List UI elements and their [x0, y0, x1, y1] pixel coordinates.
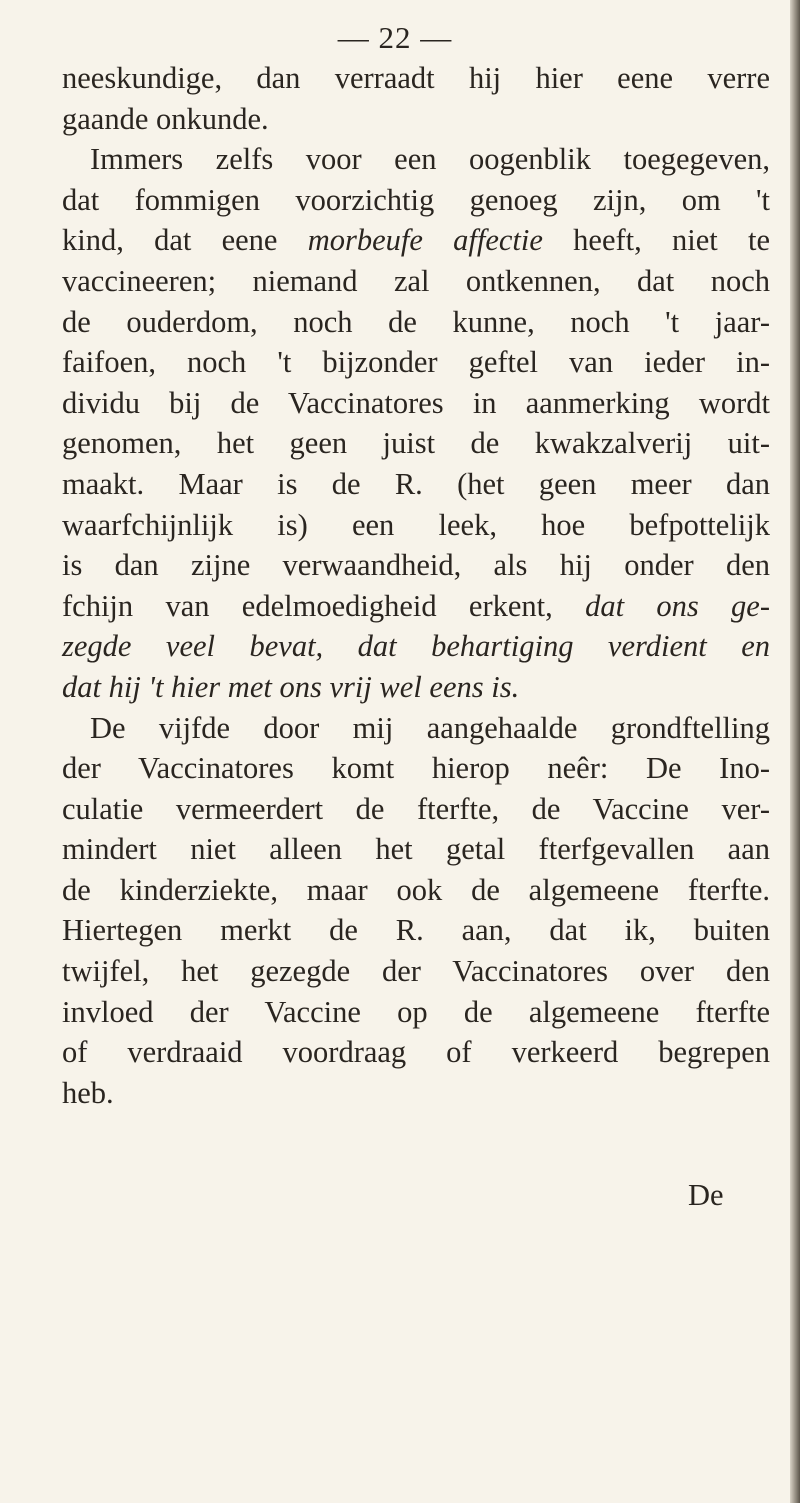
text-line: dividu bij de Vaccinatores in aanmerking wordt	[62, 385, 770, 420]
italic-text-segment: dat hij 't hier met ons vrij wel eens is.	[62, 669, 520, 704]
text-segment: fchijn van edelmoedigheid erkent,	[62, 588, 586, 623]
text-line: dat fommigen voorzichtig genoeg zijn, om 't	[62, 182, 770, 217]
text-line: genomen, het geen juist de kwakzalverij uit-	[62, 426, 770, 461]
text-line: Hiertegen merkt de R. aan, dat ik, buiten	[62, 913, 770, 948]
text-line: waarfchijnlijk is) een leek, hoe befpottelijk	[62, 507, 770, 542]
italic-text-segment: morbeufe affectie	[307, 223, 543, 258]
text-line	[62, 545, 770, 586]
text-segment: heeft, niet te	[542, 223, 770, 258]
italic-text-segment: zegde veel bevat, dat behartiging verdient en	[62, 629, 770, 664]
page-number: — 22 —	[337, 20, 453, 55]
page-edge-shadow	[790, 0, 800, 1503]
text-segment: kind, dat eene	[62, 223, 308, 258]
text-line: de ouderdom, noch de kunne, noch 't jaar-	[62, 304, 770, 339]
text-line: culatie vermeerdert de fterfte, de Vaccine ver-	[62, 791, 770, 826]
text-line: heb.	[62, 1075, 114, 1110]
text-line: de kinderziekte, maar ook de algemeene fterfte.	[62, 872, 770, 907]
text-line	[62, 626, 770, 667]
text-line: twijfel, het gezegde der Vaccinatores over den	[62, 954, 770, 989]
text-line	[62, 667, 770, 708]
text-line: neeskundige, dan verraadt hij hier eene verre	[62, 61, 770, 95]
catchword: De	[688, 1178, 724, 1212]
text-line: of verdraaid voordraag of verkeerd begrepen	[62, 1035, 770, 1070]
text-line: gaande onkunde.	[62, 101, 269, 136]
text-line: Immers zelfs voor een oogenblik toegegeven,	[90, 142, 770, 177]
text-line: faifoen, noch 't bijzonder geftel van ieder in-	[62, 345, 770, 380]
text-line: vaccineeren; niemand zal ontkennen, dat noch	[62, 263, 770, 298]
italic-text-segment: dat ons ge-	[585, 588, 770, 623]
text-line: De vijfde door mij aangehaalde grondftelling	[90, 710, 770, 745]
text-line: der Vaccinatores komt hierop neêr: De Ino-	[62, 751, 770, 786]
text-line: mindert niet alleen het getal fterfgevallen aan	[62, 832, 770, 867]
text-segment: is dan zijne verwaandheid, als hij onder den	[62, 548, 770, 583]
text-line: invloed der Vaccine op de algemeene fterfte	[62, 994, 770, 1029]
body-text	[62, 58, 770, 1113]
text-line	[62, 586, 770, 627]
text-line: maakt. Maar is de R. (het geen meer dan	[62, 466, 770, 501]
text-line	[62, 220, 770, 261]
